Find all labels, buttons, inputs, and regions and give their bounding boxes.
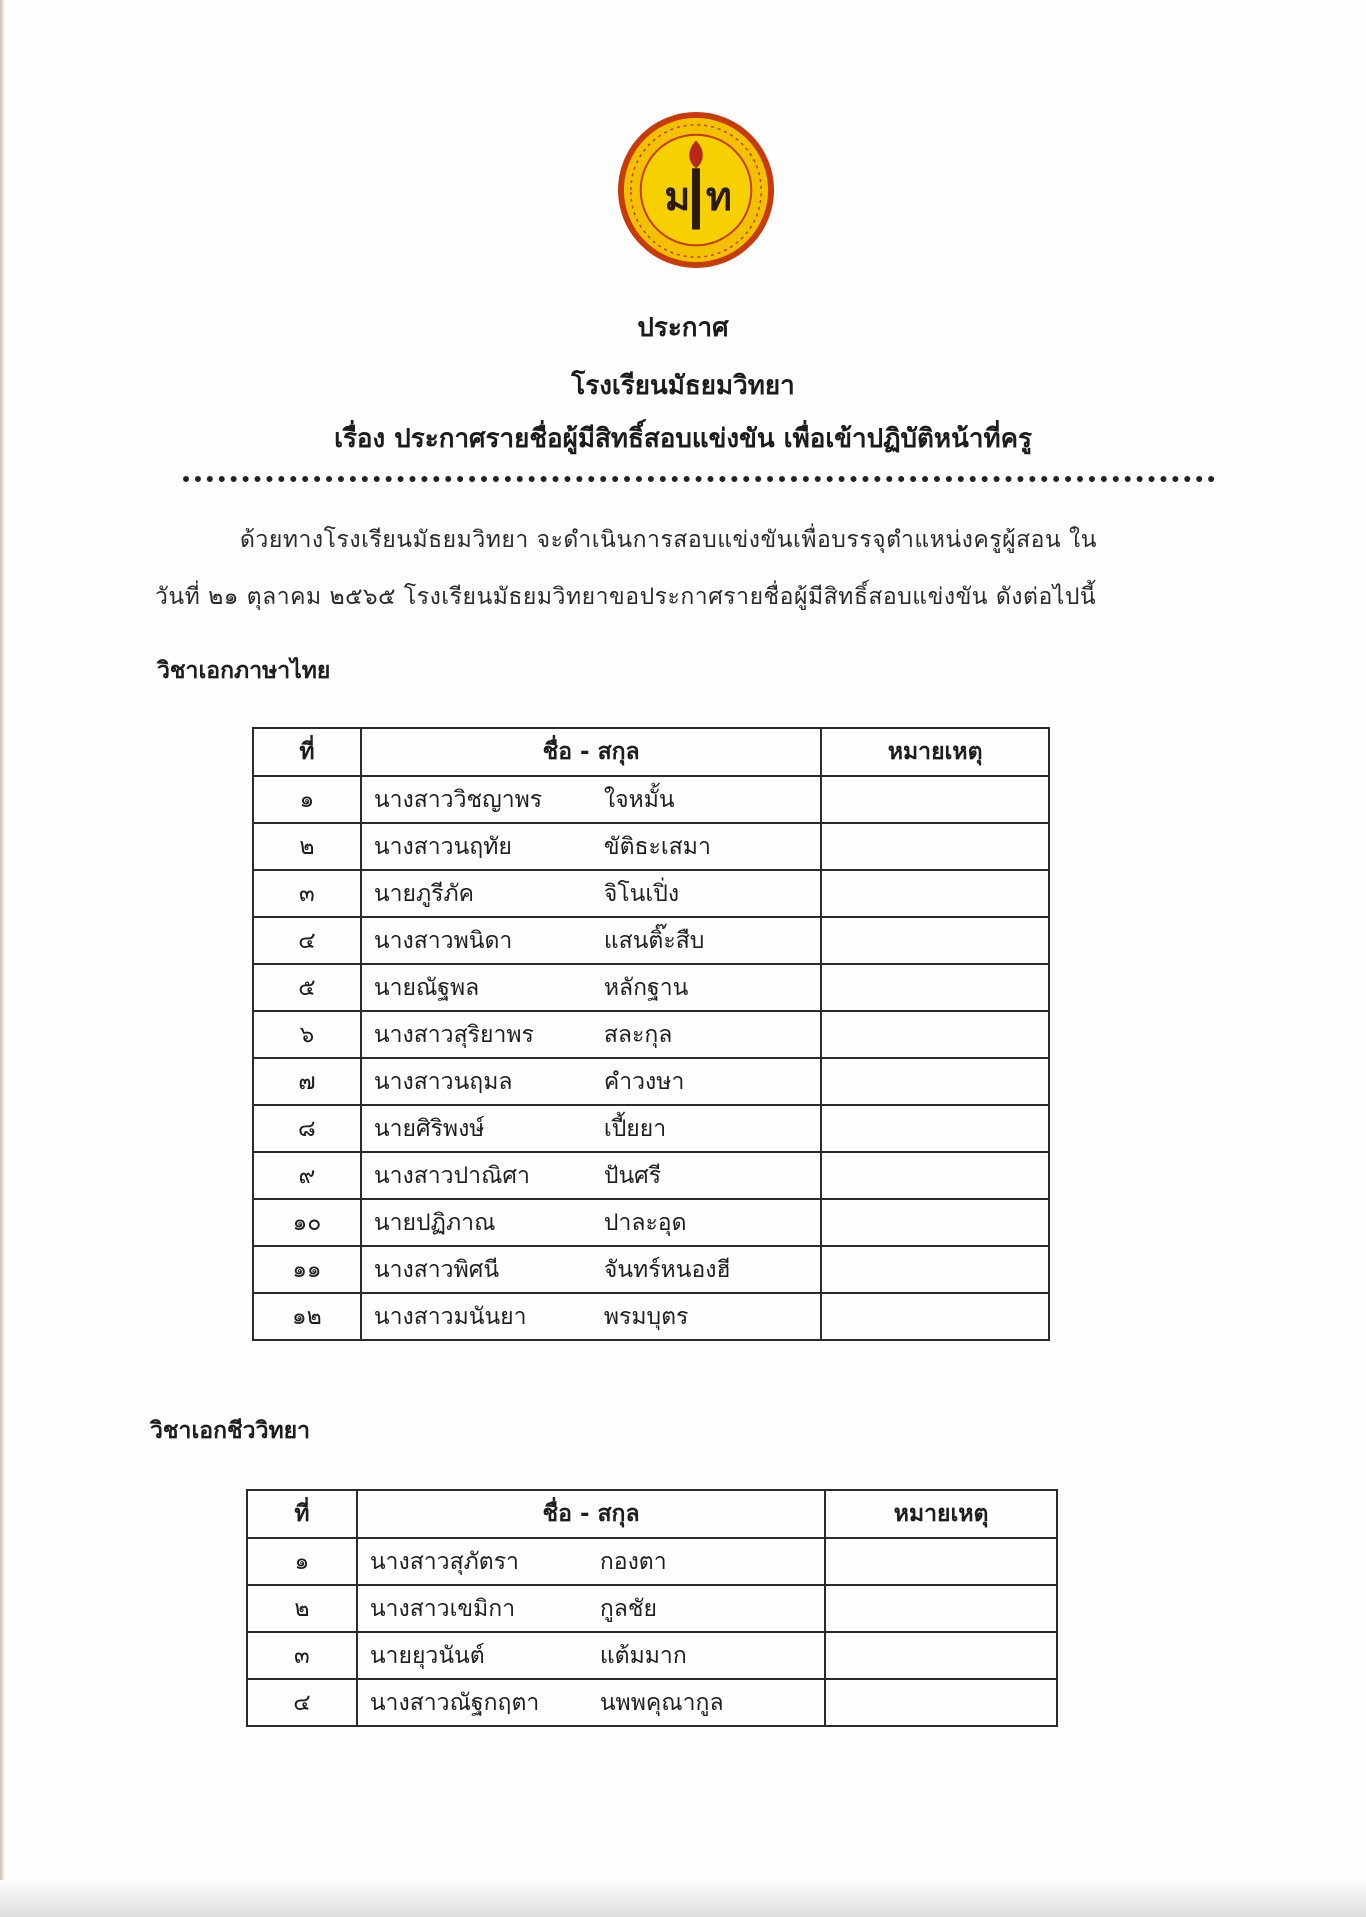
page-bottom-shadow: [0, 1880, 1366, 1917]
last-name: จันทร์หนองฮี: [603, 1256, 731, 1283]
section-heading-biology: วิชาเอกชีววิทยา: [150, 1418, 311, 1444]
row-note: [825, 1679, 1057, 1726]
first-name: นางสาววิชญาพร: [373, 786, 543, 813]
table-row: [253, 1293, 1049, 1340]
row-note: [825, 1538, 1057, 1585]
page-edge-shadow: [0, 0, 5, 1917]
row-note: [821, 870, 1049, 917]
roster-table-biology: [246, 1489, 1058, 1727]
row-note: [821, 1293, 1049, 1340]
row-name: [357, 1679, 825, 1726]
row-number: ๑๐: [253, 1199, 361, 1246]
column-header-name: ชื่อ - สกุล: [361, 728, 822, 776]
row-number: ๔: [253, 917, 361, 964]
row-name: [361, 1152, 822, 1199]
row-name: [361, 870, 822, 917]
column-header-note: หมายเหตุ: [825, 1490, 1057, 1538]
row-name: [361, 917, 822, 964]
last-name: คำวงษา: [603, 1068, 685, 1095]
row-note: [825, 1585, 1057, 1632]
table-row: [247, 1632, 1057, 1679]
first-name: นางสาวพิศนี: [373, 1256, 500, 1283]
table-row: [253, 1011, 1049, 1058]
table-row: [253, 1199, 1049, 1246]
last-name: แสนติ๊ะสืบ: [603, 927, 705, 954]
row-name: [361, 823, 822, 870]
announcement-title: ประกาศ: [637, 313, 729, 343]
row-name: [361, 1058, 822, 1105]
announcement-subject: เรื่อง ประกาศรายชื่อผู้มีสิทธิ์สอบแข่งขัน เพื่อเข้าปฏิบัติหน้าที่ครู: [334, 424, 1032, 454]
last-name: กองตา: [599, 1548, 667, 1575]
emblem-letter-right: ท: [705, 173, 732, 220]
first-name: นายศิริพงษ์: [373, 1115, 485, 1142]
column-header-no: ที่: [253, 728, 361, 776]
intro-paragraph-line-2: วันที่ ๒๑ ตุลาคม ๒๕๖๕ โรงเรียนมัธยมวิทยาขอประกาศรายชื่อผู้มีสิทธิ์สอบแข่งขัน ดังต่อไปนี้: [155, 584, 1097, 610]
last-name: ใจหมั้น: [603, 786, 675, 813]
row-name: [361, 1011, 822, 1058]
last-name: ปันศรี: [603, 1162, 662, 1189]
row-name: [361, 1199, 822, 1246]
last-name: ขัติธะเสมา: [603, 833, 711, 860]
last-name: ปาละอุด: [603, 1209, 687, 1236]
row-number: ๔: [247, 1679, 357, 1726]
first-name: นางสาวนฤทัย: [373, 833, 512, 860]
row-note: [821, 1246, 1049, 1293]
row-note: [821, 964, 1049, 1011]
table-row: [247, 1538, 1057, 1585]
column-header-name: ชื่อ - สกุล: [357, 1490, 825, 1538]
last-name: เปี้ยยา: [603, 1115, 667, 1142]
roster-table-thai: [252, 727, 1050, 1341]
row-note: [821, 1058, 1049, 1105]
row-number: ๘: [253, 1105, 361, 1152]
table-header-row: [247, 1490, 1057, 1538]
first-name: นายปฏิภาณ: [373, 1209, 496, 1236]
first-name: นางสาวณัฐกฤตา: [369, 1689, 540, 1716]
row-name: [357, 1585, 825, 1632]
torch-handle-icon: [692, 168, 700, 229]
dotted-divider: [183, 476, 1215, 482]
last-name: นพพคุณากูล: [599, 1689, 724, 1716]
row-number: ๑: [247, 1538, 357, 1585]
first-name: นางสาวปาณิศา: [373, 1162, 530, 1189]
last-name: จิโนเปิ่ง: [603, 880, 680, 907]
section-heading-thai: วิชาเอกภาษาไทย: [157, 658, 331, 684]
table-row: [253, 917, 1049, 964]
row-note: [821, 1011, 1049, 1058]
school-emblem-logo-icon: [617, 111, 775, 269]
row-number: ๗: [253, 1058, 361, 1105]
table-row: [253, 1246, 1049, 1293]
row-name: [361, 1105, 822, 1152]
last-name: กูลชัย: [599, 1595, 657, 1622]
row-number: ๓: [247, 1632, 357, 1679]
column-header-no: ที่: [247, 1490, 357, 1538]
row-note: [825, 1632, 1057, 1679]
first-name: นางสาวนฤมล: [373, 1068, 513, 1095]
first-name: นางสาวสุภัตรา: [369, 1548, 519, 1575]
first-name: นายณัฐพล: [373, 974, 480, 1001]
row-name: [361, 1246, 822, 1293]
row-number: ๒: [247, 1585, 357, 1632]
first-name: นางสาวสุริยาพร: [373, 1021, 534, 1048]
table-row: [253, 870, 1049, 917]
last-name: หลักฐาน: [603, 974, 689, 1001]
row-number: ๑๒: [253, 1293, 361, 1340]
last-name: สละกุล: [603, 1021, 673, 1048]
table-row: [253, 776, 1049, 823]
row-number: ๖: [253, 1011, 361, 1058]
emblem-letter-left: ม: [664, 173, 691, 220]
row-note: [821, 1152, 1049, 1199]
school-name: โรงเรียนมัธยมวิทยา: [571, 371, 795, 401]
first-name: นางสาวพนิดา: [373, 927, 513, 954]
row-note: [821, 776, 1049, 823]
row-name: [361, 964, 822, 1011]
row-name: [357, 1538, 825, 1585]
first-name: นางสาวมนันยา: [373, 1303, 527, 1330]
row-note: [821, 1199, 1049, 1246]
intro-paragraph-line-1: ด้วยทางโรงเรียนมัธยมวิทยา จะดำเนินการสอบแข่งขันเพื่อบรรจุตำแหน่งครูผู้สอน ใน: [240, 527, 1097, 553]
table-row: [253, 823, 1049, 870]
table-row: [247, 1679, 1057, 1726]
row-name: [357, 1632, 825, 1679]
row-note: [821, 917, 1049, 964]
first-name: นางสาวเขมิกา: [369, 1595, 516, 1622]
first-name: นายยุวนันต์: [369, 1642, 485, 1669]
row-note: [821, 823, 1049, 870]
row-name: [361, 776, 822, 823]
table-row: [253, 1058, 1049, 1105]
table-row: [247, 1585, 1057, 1632]
table-row: [253, 1105, 1049, 1152]
table-row: [253, 1152, 1049, 1199]
last-name: พรมบุตร: [603, 1303, 689, 1330]
row-number: ๑๑: [253, 1246, 361, 1293]
table-row: [253, 964, 1049, 1011]
column-header-note: หมายเหตุ: [821, 728, 1049, 776]
row-number: ๑: [253, 776, 361, 823]
row-number: ๙: [253, 1152, 361, 1199]
last-name: แต้มมาก: [599, 1642, 687, 1669]
first-name: นายภูรีภัค: [373, 880, 475, 907]
row-number: ๒: [253, 823, 361, 870]
table-header-row: [253, 728, 1049, 776]
row-number: ๓: [253, 870, 361, 917]
row-number: ๕: [253, 964, 361, 1011]
row-name: [361, 1293, 822, 1340]
row-note: [821, 1105, 1049, 1152]
